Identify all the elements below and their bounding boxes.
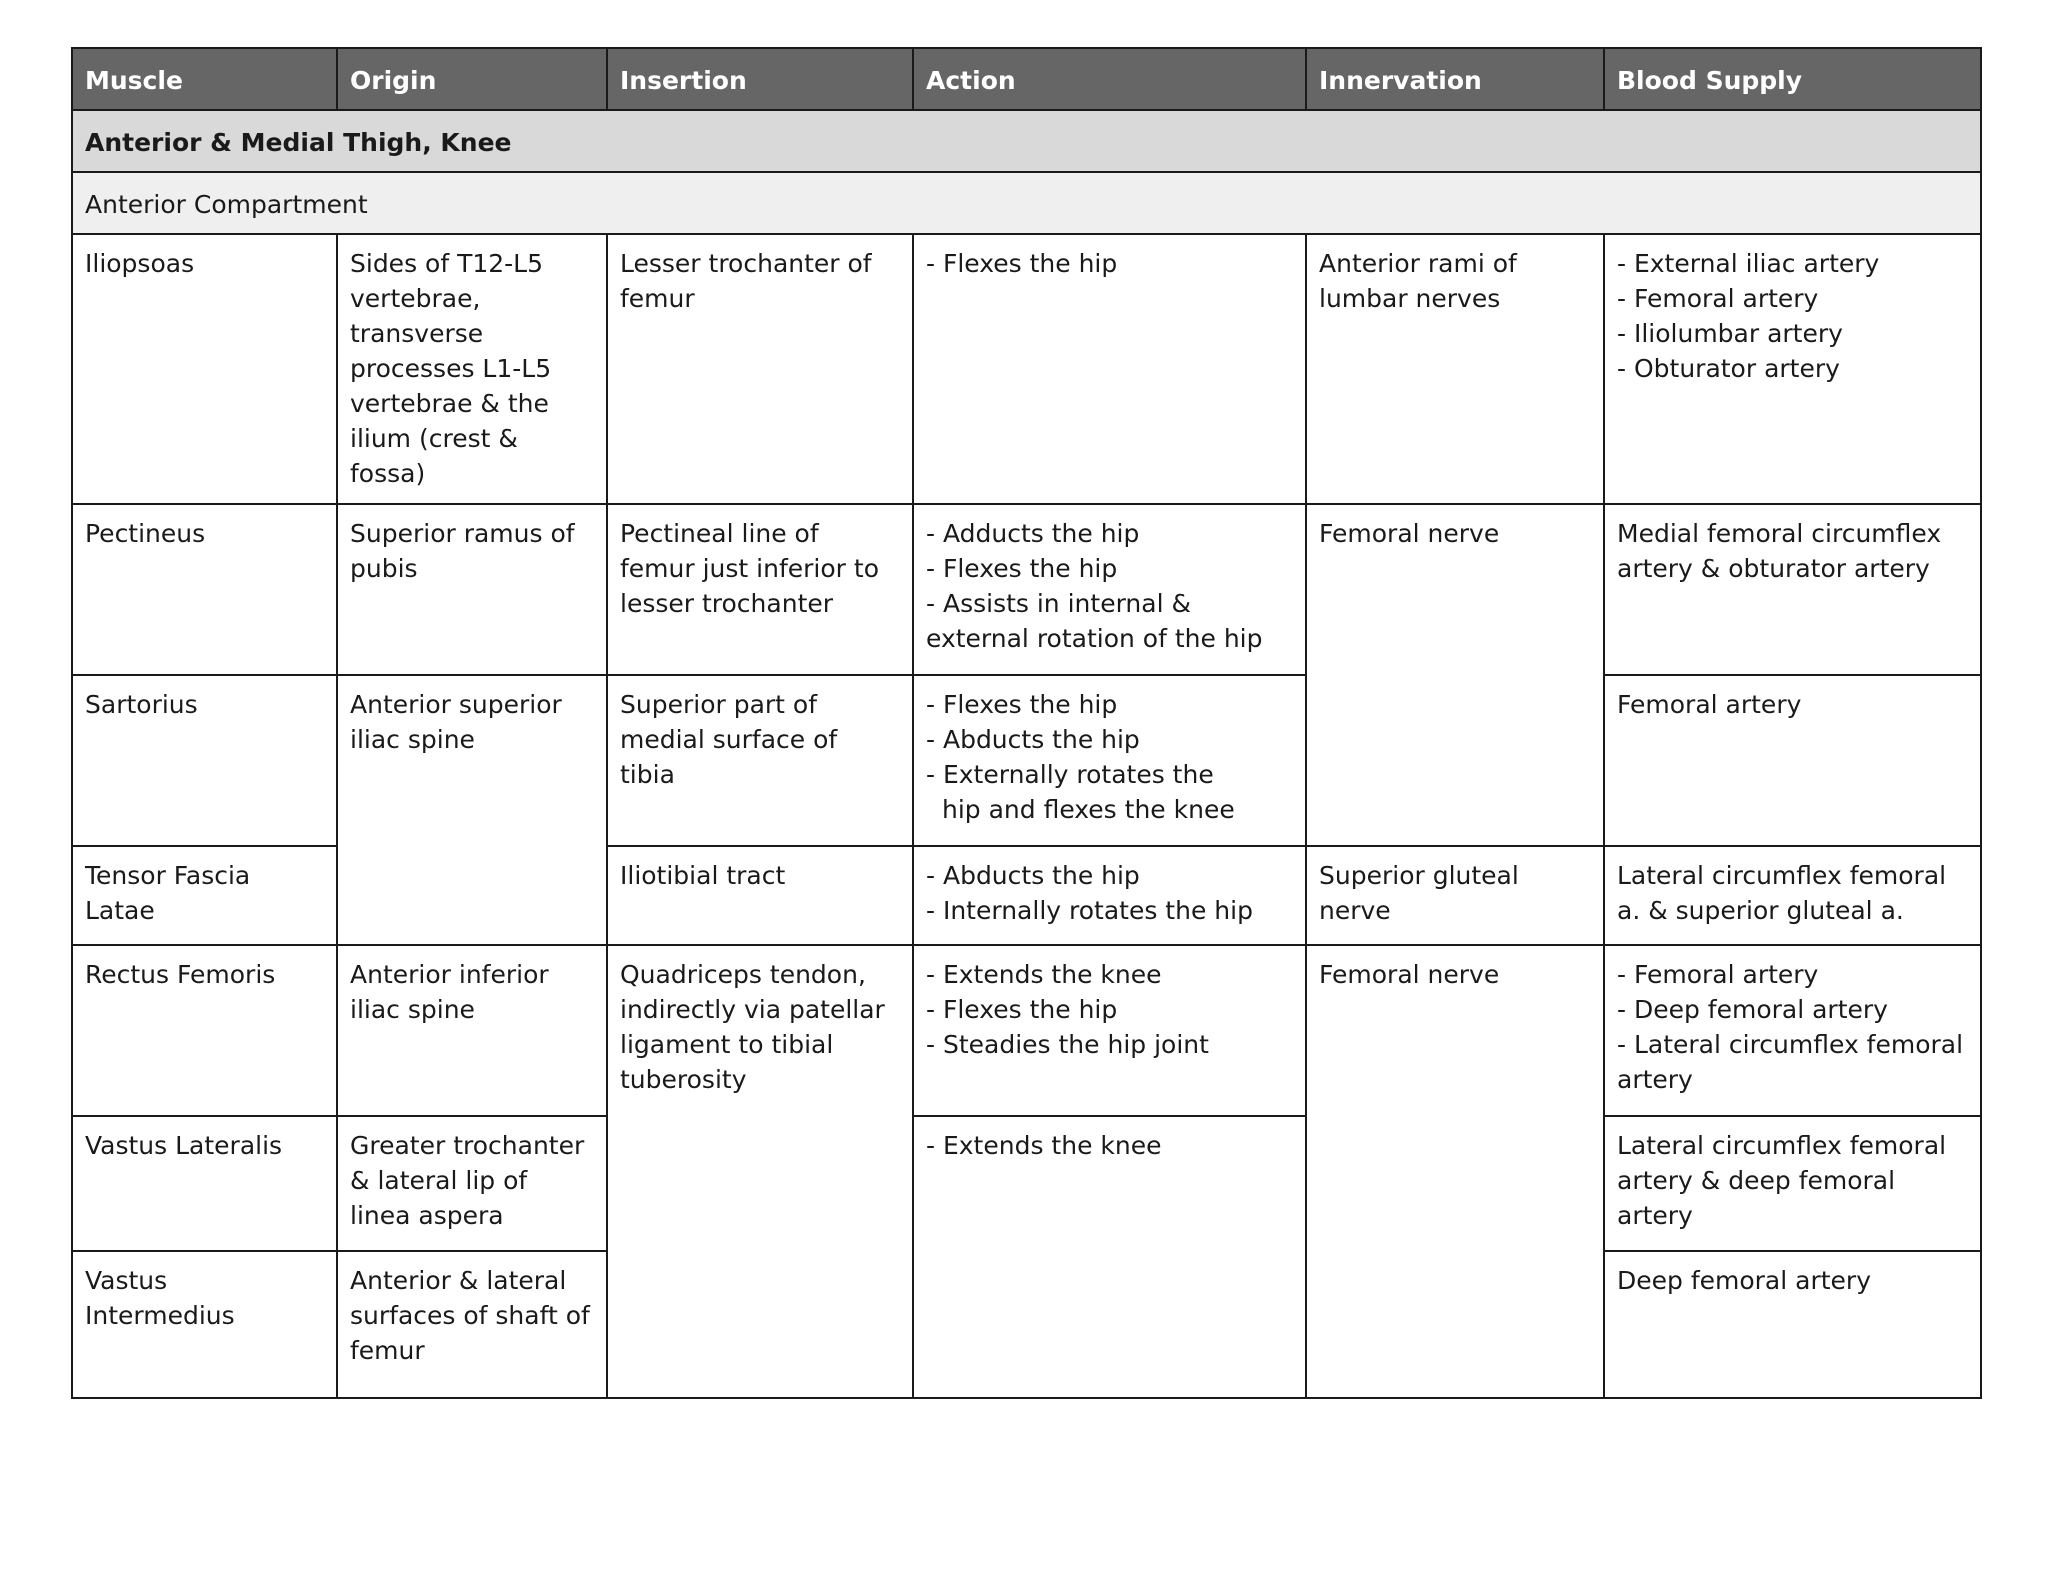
blood-supply-line: Deep femoral artery xyxy=(1617,1266,1872,1295)
origin-cell: Anterior superior iliac spine xyxy=(337,675,607,945)
header-action: Action xyxy=(913,48,1306,110)
action-line: - Extends the knee xyxy=(926,960,1162,989)
action-line: - Extends the knee xyxy=(926,1131,1162,1160)
origin-cell: Superior ramus of pubis xyxy=(337,504,607,675)
innervation-cell: Femoral nerve xyxy=(1306,945,1604,1398)
blood-supply-line: - External iliac artery xyxy=(1617,249,1880,278)
blood-supply-cell xyxy=(1604,675,1981,846)
action-line: - Assists in internal & external rotation of the hip xyxy=(926,589,1263,653)
action-line: - Flexes the hip xyxy=(926,995,1118,1024)
action-cell xyxy=(913,504,1306,675)
header-origin: Origin xyxy=(337,48,607,110)
blood-supply-line: Lateral circumflex femoral a. & superior gluteal a. xyxy=(1617,861,1947,925)
action-line: - Steadies the hip joint xyxy=(926,1030,1209,1059)
table-row xyxy=(72,1116,1981,1251)
insertion-cell: Superior part of medial surface of tibia xyxy=(607,675,913,846)
table-row xyxy=(72,504,1981,675)
muscle-cell: Pectineus xyxy=(72,504,337,675)
blood-supply-line: - Lateral circumflex femoral artery xyxy=(1617,1030,1964,1094)
origin-cell: Anterior & lateral surfaces of shaft of femur xyxy=(337,1251,607,1398)
innervation-cell: Femoral nerve xyxy=(1306,504,1604,846)
origin-cell: Sides of T12-L5 vertebrae, transverse processes L1-L5 vertebrae & the ilium (crest & fossa) xyxy=(337,234,607,504)
subsection-title: Anterior Compartment xyxy=(72,172,1981,234)
table-row xyxy=(72,945,1981,1116)
muscle-table-page xyxy=(71,47,1980,1399)
section-row xyxy=(72,110,1981,172)
action-line: - Abducts the hip xyxy=(926,861,1140,890)
muscle-table xyxy=(71,47,1982,1399)
muscle-cell: Vastus Lateralis xyxy=(72,1116,337,1251)
table-row xyxy=(72,675,1981,846)
action-cell xyxy=(913,234,1306,504)
blood-supply-line: - Obturator artery xyxy=(1617,354,1840,383)
innervation-cell: Superior gluteal nerve xyxy=(1306,846,1604,945)
header-insertion: Insertion xyxy=(607,48,913,110)
insertion-cell: Pectineal line of femur just inferior to lesser trochanter xyxy=(607,504,913,675)
muscle-cell: Tensor Fascia Latae xyxy=(72,846,337,945)
action-cell xyxy=(913,675,1306,846)
insertion-cell: Lesser trochanter of femur xyxy=(607,234,913,504)
blood-supply-cell xyxy=(1604,504,1981,675)
header-row xyxy=(72,48,1981,110)
blood-supply-line: Lateral circumflex femoral artery & deep femoral artery xyxy=(1617,1131,1947,1230)
action-line: - Abducts the hip xyxy=(926,725,1140,754)
table-row xyxy=(72,234,1981,504)
action-line: - Internally rotates the hip xyxy=(926,896,1253,925)
blood-supply-cell xyxy=(1604,945,1981,1116)
blood-supply-cell xyxy=(1604,1116,1981,1251)
section-title: Anterior & Medial Thigh, Knee xyxy=(72,110,1981,172)
action-cell xyxy=(913,846,1306,945)
insertion-cell: Iliotibial tract xyxy=(607,846,913,945)
blood-supply-line: Medial femoral circumflex artery & obturator artery xyxy=(1617,519,1942,583)
muscle-cell: Iliopsoas xyxy=(72,234,337,504)
origin-cell: Anterior inferior iliac spine xyxy=(337,945,607,1116)
action-line: hip and flexes the knee xyxy=(942,795,1235,824)
action-line: - Flexes the hip xyxy=(926,554,1118,583)
action-cell xyxy=(913,945,1306,1116)
blood-supply-line: - Deep femoral artery xyxy=(1617,995,1888,1024)
subsection-row xyxy=(72,172,1981,234)
action-line: - Adducts the hip xyxy=(926,519,1140,548)
header-muscle: Muscle xyxy=(72,48,337,110)
blood-supply-line: Femoral artery xyxy=(1617,690,1802,719)
insertion-cell: Quadriceps tendon, indirectly via patellar ligament to tibial tuberosity xyxy=(607,945,913,1398)
action-cell xyxy=(913,1116,1306,1398)
action-line: - Externally rotates the xyxy=(926,760,1214,789)
origin-cell: Greater trochanter & lateral lip of linea aspera xyxy=(337,1116,607,1251)
blood-supply-cell xyxy=(1604,234,1981,504)
blood-supply-cell xyxy=(1604,846,1981,945)
action-line: - Flexes the hip xyxy=(926,249,1118,278)
action-line: - Flexes the hip xyxy=(926,690,1118,719)
blood-supply-line: - Femoral artery xyxy=(1617,960,1819,989)
header-blood-supply: Blood Supply xyxy=(1604,48,1981,110)
muscle-cell: Vastus Intermedius xyxy=(72,1251,337,1398)
muscle-cell: Rectus Femoris xyxy=(72,945,337,1116)
blood-supply-line: - Femoral artery xyxy=(1617,284,1819,313)
header-innervation: Innervation xyxy=(1306,48,1604,110)
blood-supply-line: - Iliolumbar artery xyxy=(1617,319,1843,348)
innervation-cell: Anterior rami of lumbar nerves xyxy=(1306,234,1604,504)
blood-supply-cell xyxy=(1604,1251,1981,1398)
muscle-cell: Sartorius xyxy=(72,675,337,846)
